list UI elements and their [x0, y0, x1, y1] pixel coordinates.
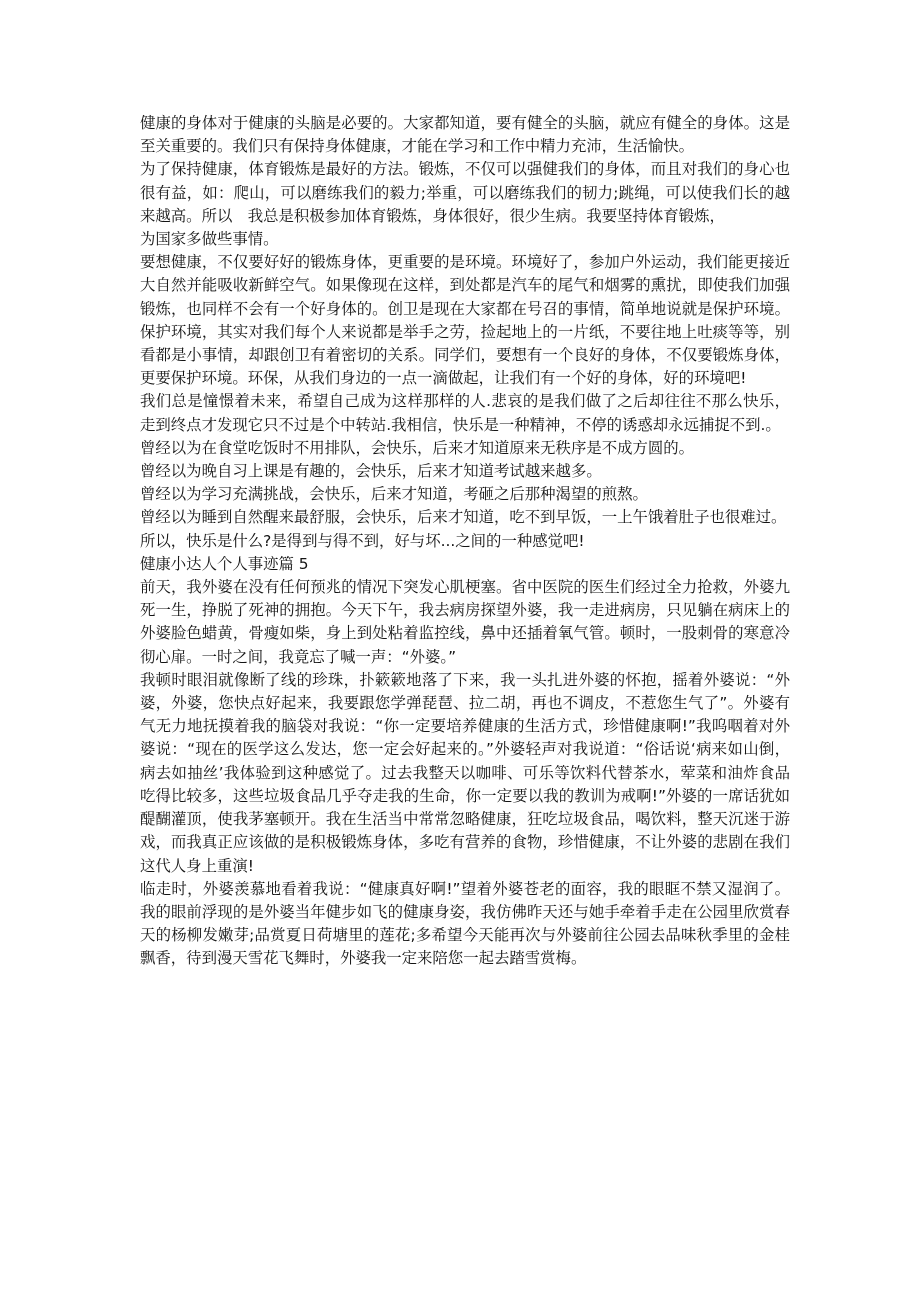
paragraph: 所以，快乐是什么?是得到与得不到，好与坏...之间的一种感觉吧! [140, 531, 585, 550]
paragraph: 曾经以为在食堂吃饭时不用排队，会快乐，后来才知道原来无秩序是不成方圆的。 [140, 438, 695, 457]
paragraph: 前天，我外婆在没有任何预兆的情况下突发心肌梗塞。省中医院的医生们经过全力抢救，外婆九死一生，挣脱了死神的拥抱。今天下午，我去病房探望外婆，我一走进病房，只见躺在病床上的外婆脸色蜡黄，骨瘦如柴，身上到处粘着监控线，鼻中还插着氧气管。顿时，一股刺骨的寒意冷彻心扉。一时之间，我竟忘了喊一声：“外婆。” [140, 578, 790, 666]
paragraph: 为国家多做些事情。 [140, 230, 279, 249]
paragraph: 临走时，外婆羡慕地看着我说：“健康真好啊!”望着外婆苍老的面容，我的眼眶不禁又湿润了。我的眼前浮现的是外婆当年健步如飞的健康身姿，我仿佛昨天还与她手牵着手走在公园里欣赏春天的杨柳发嫩芽;品赏夏日荷塘里的莲花;多希望今天能再次与外婆前往公园去品味秋季里的金桂飘香，待到漫天雪花飞舞时，外婆我一定来陪您一起去踏雪赏梅。 [140, 879, 790, 968]
paragraph: 曾经以为学习充满挑战，会快乐，后来才知道，考砸之后那种渴望的煎熬。 [140, 485, 648, 504]
document-body [140, 112, 790, 971]
paragraph: 为了保持健康，体育锻炼是最好的方法。锻炼，不仅可以强健我们的身体，而且对我们的身心也很有益，如：爬山，可以磨练我们的毅力;举重，可以磨练我们的韧力;跳绳，可以使我们长的越来越高。所以 我总是积极参加体育锻炼，身体很好，很少生病。我要坚持体育锻炼， [140, 160, 790, 225]
paragraph: 曾经以为睡到自然醒来最舒服，会快乐，后来才知道，吃不到早饭，一上午饿着肚子也很难过。 [140, 508, 787, 527]
paragraph: 健康的身体对于健康的头脑是必要的。大家都知道，要有健全的头脑，就应有健全的身体。这是至关重要的。我们只有保持身体健康，才能在学习和工作中精力充沛，生活愉快。 [140, 114, 790, 156]
section-heading: 健康小达人个人事迹篇 5 [140, 554, 309, 573]
paragraph: 曾经以为晚自习上课是有趣的，会快乐，后来才知道考试越来越多。 [140, 462, 602, 481]
paragraph: 要想健康，不仅要好好的锻炼身体，更重要的是环境。环境好了，参加户外运动，我们能更接近大自然并能吸收新鲜空气。如果像现在这样，到处都是汽车的尾气和烟雾的熏扰，即使我们加强锻炼，也同样不会有一个好身体的。创卫是现在大家都在号召的事情，简单地说就是保护环境。保护环境，其实对我们每个人来说都是举手之劳，捡起地上的一片纸，不要往地上吐痰等等，别看都是小事情，却跟创卫有着密切的关系。同学们，要想有一个良好的身体，不仅要锻炼身体，更要保护环境。环保，从我们身边的一点一滴做起，让我们有一个好的身体，好的环境吧! [140, 253, 790, 388]
paragraph: 我顿时眼泪就像断了线的珍珠，扑簌簌地落了下来，我一头扎进外婆的怀抱，摇着外婆说：“外婆，外婆，您快点好起来，我要跟您学弹琵琶、拉二胡，再也不调皮，不惹您生气了”。外婆有气无力地抚摸着我的脑袋对我说：“你一定要培养健康的生活方式，珍惜健康啊!”我呜咽着对外婆说：“现在的医学这么发达，您一定会好起来的。”外婆轻声对我说道：“俗话说‘病来如山倒，病去如抽丝’我体验到这种感觉了。过去我整天以咖啡、可乐等饮料代替茶水，荤菜和油炸食品吃得比较多，这些垃圾食品几乎夺走我的生命，你一定要以我的教训为戒啊!”外婆的一席话犹如醍醐灌顶，使我茅塞顿开。我在生活当中常常忽略健康，狂吃垃圾食品，喝饮料，整天沉迷于游戏，而我真正应该做的是积极锻炼身体，多吃有营养的食物，珍惜健康，不让外婆的悲剧在我们这代人身上重演! [140, 670, 790, 875]
paragraph: 我们总是憧憬着未来，希望自己成为这样那样的人.悲哀的是我们做了之后却往往不那么快乐，走到终点才发现它只不过是个中转站.我相信，快乐是一种精神，不停的诱惑却永远捕捉不到.。 [140, 392, 790, 434]
